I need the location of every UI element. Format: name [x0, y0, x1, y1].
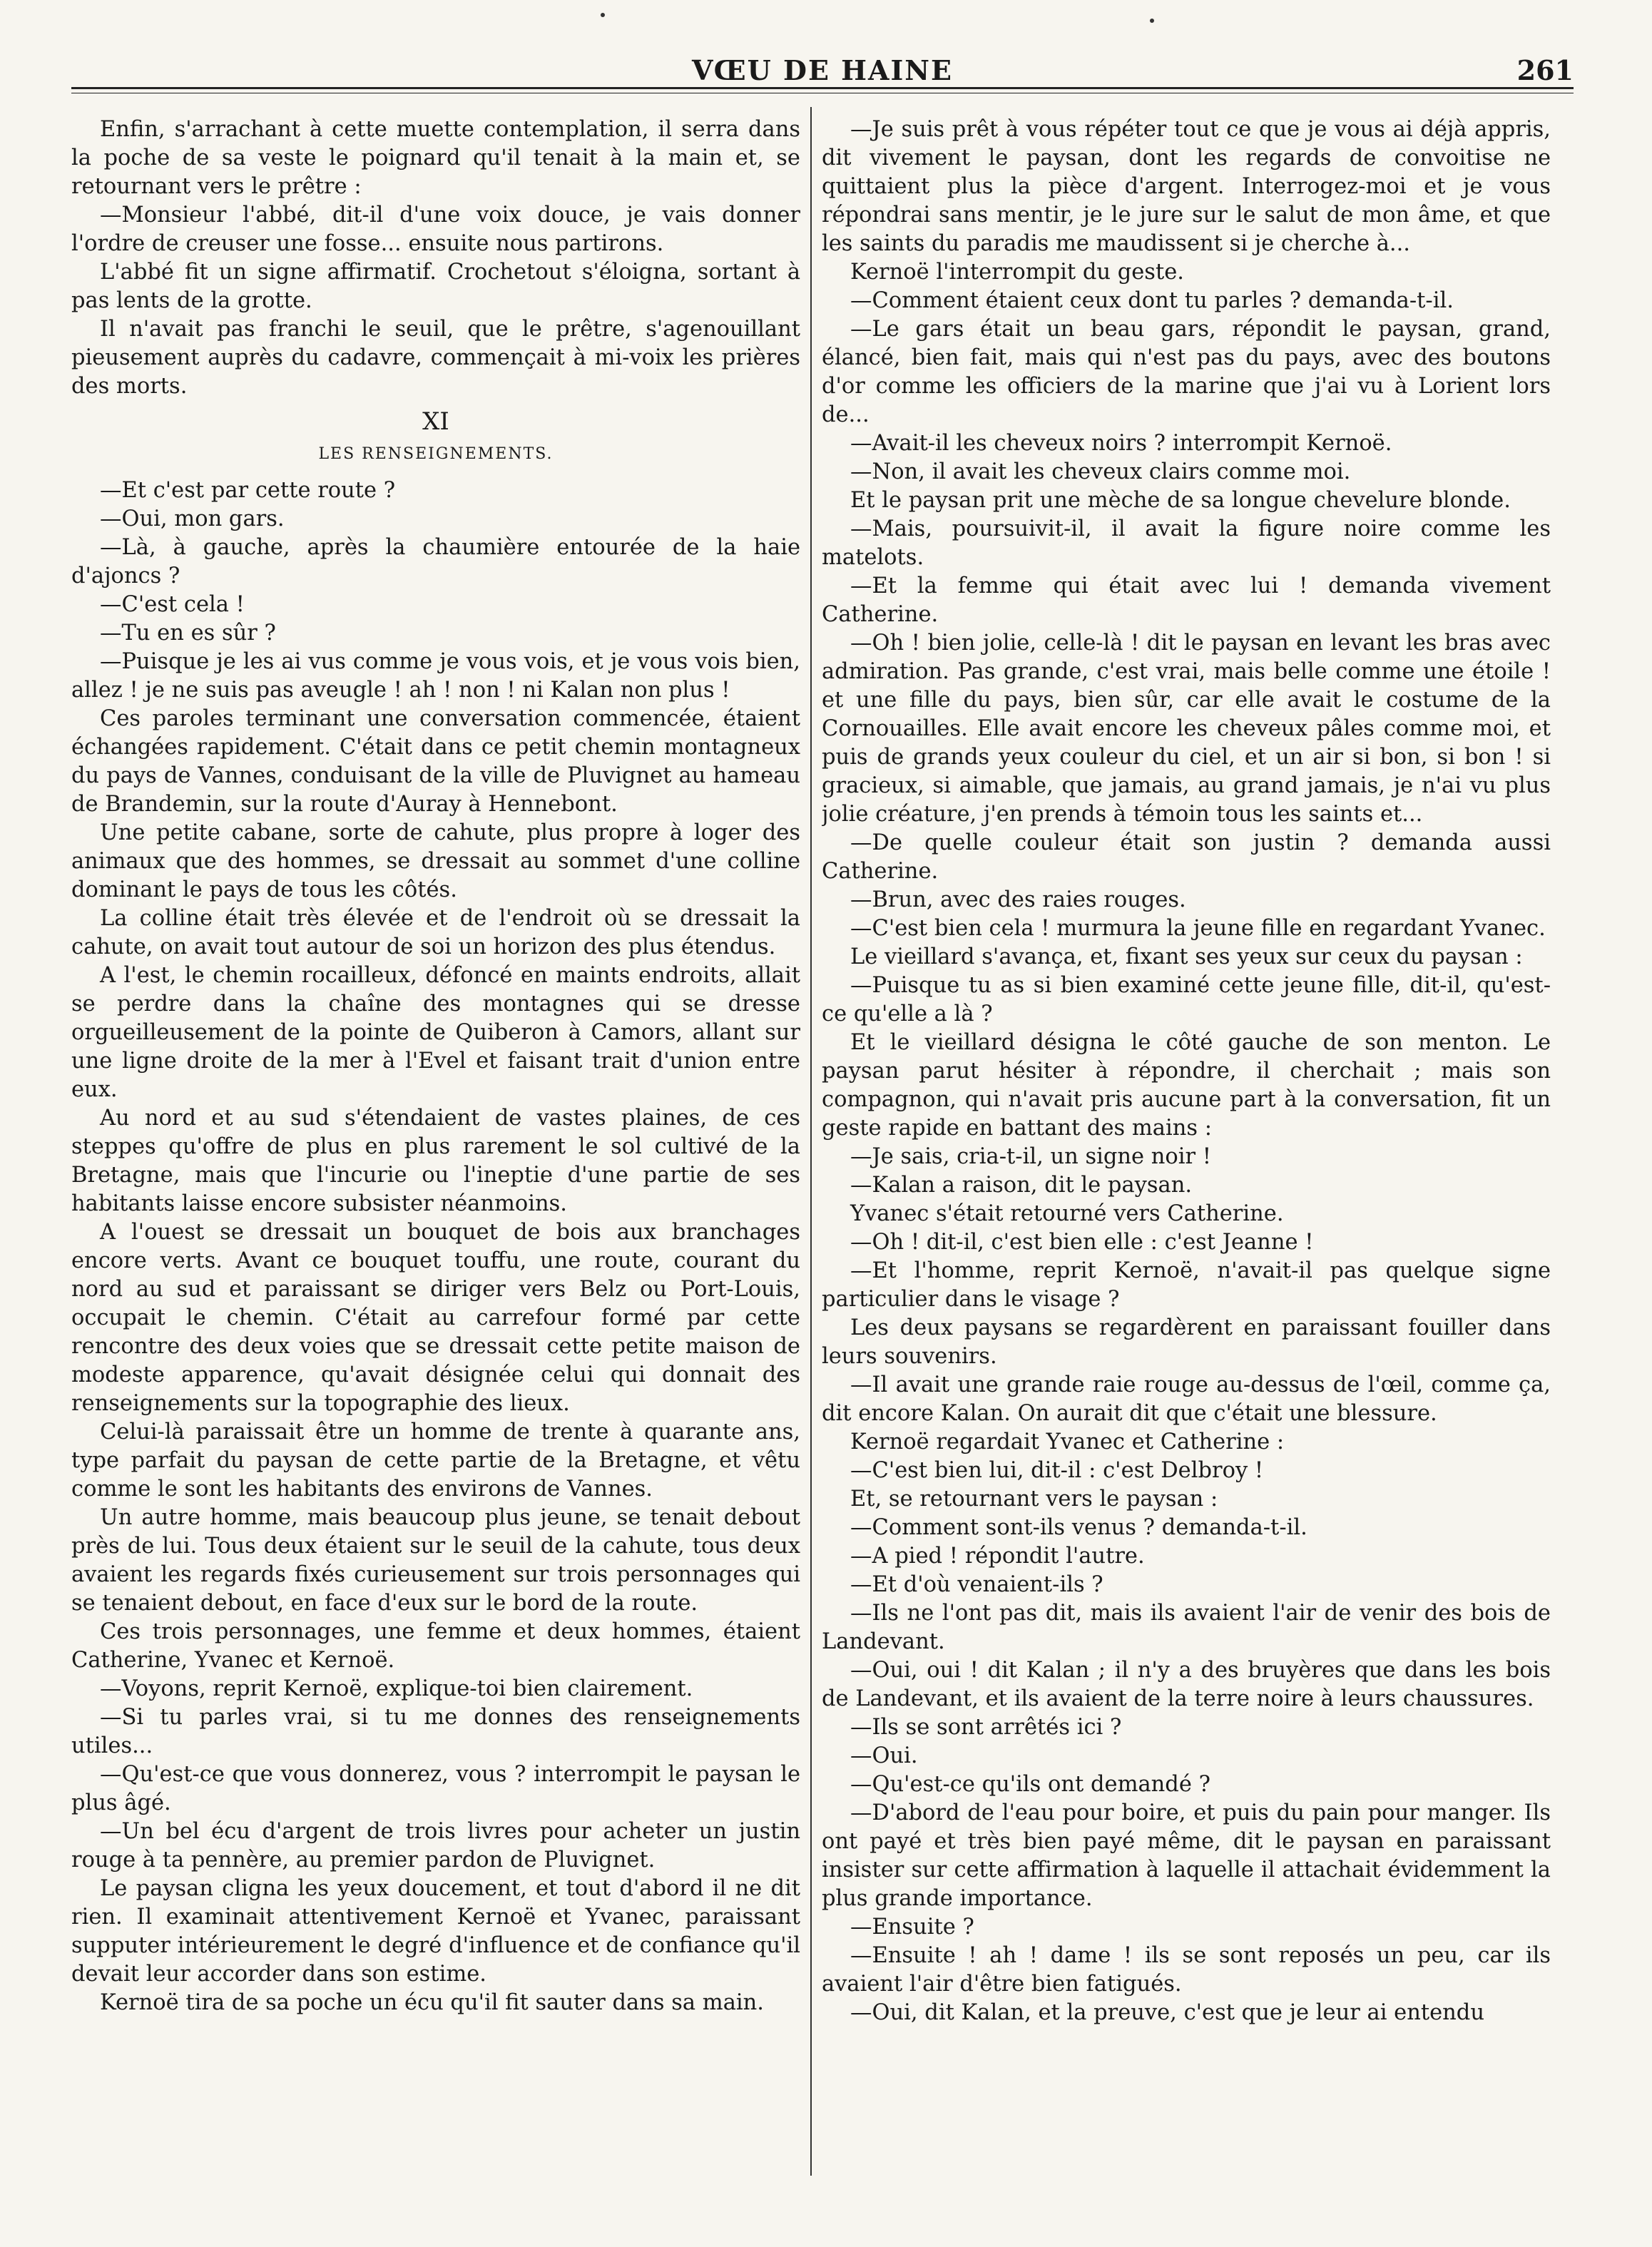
- paragraph: Une petite cabane, sorte de cahute, plus propre à loger des animaux que des hommes, se dressait au sommet d'une colline dominant le pays de tous les côtés.: [71, 820, 800, 902]
- paragraph: Celui-là paraissait être un homme de trente à quarante ans, type parfait du paysan de cette partie de la Bretagne, et vêtu comme le sont les habitants des environs de Vannes.: [71, 1420, 800, 1502]
- paragraph: Et le vieillard désigna le côté gauche de son menton. Le paysan parut hésiter à répondre, il cherchait ; mais son compagnon, qui n'avait pris aucune part à la conversation, fit un geste rapide en battant des mains :: [822, 1030, 1551, 1141]
- paragraph: —Oui, dit Kalan, et la preuve, c'est que je leur ai entendu: [850, 2000, 1484, 2025]
- paragraph: Il n'avait pas franchi le seuil, que le prêtre, s'agenouillant pieusement auprès du cadavre, commençait à mi-voix les prières des morts.: [71, 317, 800, 399]
- paragraph: —Ensuite ! ah ! dame ! ils se sont reposés un peu, car ils avaient l'air d'être bien fatigués.: [822, 1943, 1551, 1997]
- paragraph: —Et l'homme, reprit Kernoë, n'avait-il pas quelque signe particulier dans le visage ?: [822, 1258, 1551, 1312]
- paragraph: —Voyons, reprit Kernoë, explique-toi bien clairement.: [100, 1676, 693, 1701]
- page-header: [71, 49, 1574, 91]
- paragraph: Ces trois personnages, une femme et deux hommes, étaient Catherine, Yvanec et Kernoë.: [71, 1619, 800, 1673]
- chapter-number: XI: [422, 407, 449, 436]
- paragraph: A l'est, le chemin rocailleux, défoncé en maints endroits, allait se perdre dans la chaîne des montagnes qui se dresse orgueilleusement de la pointe de Quiberon à Camors, allant sur une ligne droite de la mer à l'Evel et faisant trait d'union entre eux.: [71, 963, 800, 1102]
- print-speck: [1150, 19, 1154, 23]
- header-rule-thick: [71, 87, 1574, 89]
- paragraph: —Puisque je les ai vus comme je vous vois, et je vous vois bien, allez ! je ne suis pas aveugle ! ah ! non ! ni Kalan non plus !: [71, 649, 800, 703]
- paragraph: —Oui, oui ! dit Kalan ; il n'y a des bruyères que dans les bois de Landevant, et ils avaient de la terre noire à leurs chaussures.: [822, 1658, 1551, 1711]
- paragraph: —A pied ! répondit l'autre.: [850, 1544, 1145, 1569]
- paragraph: Un autre homme, mais beaucoup plus jeune, se tenait debout près de lui. Tous deux étaient sur le seuil de la cahute, tous deux avaient les regards fixés curieusement sur trois personnages qui se tenaient debout, en face d'eux sur le bord de la route.: [71, 1505, 800, 1616]
- paragraph: —De quelle couleur était son justin ? demanda aussi Catherine.: [822, 830, 1551, 884]
- paragraph: —Mais, poursuivit-il, il avait la figure noire comme les matelots.: [822, 516, 1551, 570]
- paragraph: —Le gars était un beau gars, répondit le paysan, grand, élancé, bien fait, mais qui n'est pas du pays, avec des boutons d'or comme les officiers de la marine que j'ai vu à Lorient lors de...: [822, 317, 1551, 427]
- chapter-title: LES RENSEIGNEMENTS.: [318, 445, 554, 463]
- paragraph: —Là, à gauche, après la chaumière entourée de la haie d'ajoncs ?: [71, 535, 800, 588]
- paragraph: —Qu'est-ce que vous donnerez, vous ? interrompit le paysan le plus âgé.: [71, 1762, 800, 1815]
- paragraph: La colline était très élevée et de l'endroit où se dressait la cahute, on avait tout autour de soi un horizon des plus étendus.: [71, 906, 800, 959]
- running-title: VŒU DE HAINE: [691, 54, 954, 86]
- paragraph: —C'est bien cela ! murmura la jeune fille en regardant Yvanec.: [850, 916, 1546, 941]
- paragraph: —Monsieur l'abbé, dit-il d'une voix douce, je vais donner l'ordre de creuser une fosse... ensuite nous partirons.: [71, 203, 800, 256]
- paragraph: —Ils se sont arrêtés ici ?: [850, 1715, 1122, 1740]
- paragraph: —Oh ! dit-il, c'est bien elle : c'est Jeanne !: [850, 1230, 1314, 1255]
- paragraph: —Non, il avait les cheveux clairs comme moi.: [850, 459, 1351, 484]
- paragraph: —Kalan a raison, dit le paysan.: [850, 1173, 1193, 1198]
- paragraph: —Ensuite ?: [850, 1915, 974, 1940]
- paragraph: —Oui, mon gars.: [100, 506, 285, 531]
- paragraph: —Et d'où venaient-ils ?: [850, 1572, 1103, 1597]
- paragraph: —Puisque tu as si bien examiné cette jeune fille, dit-il, qu'est-ce qu'elle a là ?: [822, 973, 1551, 1026]
- paragraph: —Je sais, cria-t-il, un signe noir !: [850, 1144, 1212, 1169]
- right-column: [822, 116, 1551, 2213]
- paragraph: L'abbé fit un signe affirmatif. Crochetout s'éloigna, sortant à pas lents de la grotte.: [71, 260, 800, 313]
- paragraph: —Et la femme qui était avec lui ! demanda vivement Catherine.: [822, 574, 1551, 627]
- paragraph: Enfin, s'arrachant à cette muette contemplation, il serra dans la poche de sa veste le poignard qu'il tenait à la main et, se retournant vers le prêtre :: [71, 117, 800, 199]
- left-paragraphs-after: [71, 477, 800, 2017]
- paragraph: —Si tu parles vrai, si tu me donnes des renseignements utiles...: [71, 1705, 800, 1758]
- paragraph: —D'abord de l'eau pour boire, et puis du pain pour manger. Ils ont payé et très bien payé même, dit le paysan en paraissant insister sur cette affirmation à laquelle il attachait évidemment la plus grande importance.: [822, 1800, 1551, 1911]
- page-number: 261: [1516, 54, 1574, 86]
- column-divider: [810, 107, 812, 2176]
- paragraph: —Oui.: [850, 1743, 918, 1768]
- paragraph: Kernoë l'interrompit du geste.: [850, 260, 1184, 285]
- paragraph: Kernoë regardait Yvanec et Catherine :: [850, 1430, 1285, 1454]
- paragraph: —Qu'est-ce qu'ils ont demandé ?: [850, 1772, 1210, 1797]
- paragraph: Le vieillard s'avança, et, fixant ses yeux sur ceux du paysan :: [850, 944, 1523, 969]
- paragraph: —Avait-il les cheveux noirs ? interrompit Kernoë.: [850, 431, 1392, 456]
- paragraph: —Il avait une grande raie rouge au-dessus de l'œil, comme ça, dit encore Kalan. On aurait dit que c'était une blessure.: [822, 1372, 1551, 1426]
- paragraph: Yvanec s'était retourné vers Catherine.: [850, 1201, 1284, 1226]
- paragraph: —Comment sont-ils venus ? demanda-t-il.: [850, 1515, 1307, 1540]
- print-speck: [601, 13, 605, 17]
- paragraph: —Ils ne l'ont pas dit, mais ils avaient l'air de venir des bois de Landevant.: [822, 1601, 1551, 1654]
- paragraph: —C'est cela !: [100, 592, 245, 617]
- right-paragraphs: [822, 116, 1551, 2027]
- paragraph: —Oh ! bien jolie, celle-là ! dit le paysan en levant les bras avec admiration. Pas grande, c'est vrai, mais belle comme une étoile ! et une fille du pays, bien sûr, car elle avait le costume de la Cornouailles. Elle avait encore les cheveux pâles comme moi, et puis de grands yeux couleur du ciel, et un air si bon, si bon ! si gracieux, si aimable, que jamais, au grand jamais, je n'ai vu plus jolie créature, j'en prends à témoin tous les saints et...: [822, 631, 1551, 827]
- paragraph: Et le paysan prit une mèche de sa longue chevelure blonde.: [850, 488, 1511, 513]
- paragraph: —Un bel écu d'argent de trois livres pour acheter un justin rouge à ta pennère, au premier pardon de Pluvignet.: [71, 1819, 800, 1872]
- paragraph: Au nord et au sud s'étendaient de vastes plaines, de ces steppes qu'offre de plus en plus rarement le sol cultivé de la Bretagne, mais que l'incurie ou l'ineptie d'une partie de ses habitants laisse encore subsister néanmoins.: [71, 1106, 800, 1216]
- left-paragraphs-before: [71, 116, 800, 401]
- paragraph: Les deux paysans se regardèrent en paraissant fouiller dans leurs souvenirs.: [822, 1315, 1551, 1369]
- paragraph: —Comment étaient ceux dont tu parles ? demanda-t-il.: [850, 288, 1454, 313]
- paragraph: A l'ouest se dressait un bouquet de bois aux branchages encore verts. Avant ce bouquet touffu, une route, courant du nord au sud et paraissant se diriger vers Belz ou Port-Louis, occupait le chemin. C'était au carrefour formé par cette rencontre des deux voies que se dressait cette petite maison de modeste apparence, qu'avait désignée celui qui donnait des renseignements sur la topographie des lieux.: [71, 1220, 800, 1416]
- paragraph: Le paysan cligna les yeux doucement, et tout d'abord il ne dit rien. Il examinait attentivement Kernoë et Yvanec, paraissant supputer intérieurement le degré d'influence et de confiance qu'il devait leur accorder dans son estime.: [71, 1876, 800, 1987]
- paragraph: Kernoë tira de sa poche un écu qu'il fit sauter dans sa main.: [100, 1990, 764, 2015]
- paragraph: —C'est bien lui, dit-il : c'est Delbroy !: [850, 1458, 1264, 1483]
- paragraph: —Je suis prêt à vous répéter tout ce que je vous ai déjà appris, dit vivement le paysan, dont les regards de convoitise ne quittaient plus la pièce d'argent. Interrogez-moi et je vous répondrai sans mentir, je le jure sur le salut de mon âme, et que les saints du paradis me maudissent si je cherche à...: [822, 117, 1551, 256]
- left-column: [71, 116, 800, 2213]
- paragraph: —Et c'est par cette route ?: [100, 478, 396, 503]
- paragraph: —Tu en es sûr ?: [100, 621, 276, 646]
- paragraph: Ces paroles terminant une conversation commencée, étaient échangées rapidement. C'était dans ce petit chemin montagneux du pays de Vannes, conduisant de la ville de Pluvignet au hameau de Brandemin, sur la route d'Auray à Hennebont.: [71, 706, 800, 817]
- paragraph: Et, se retournant vers le paysan :: [850, 1487, 1218, 1512]
- paragraph: —Brun, avec des raies rouges.: [850, 887, 1186, 912]
